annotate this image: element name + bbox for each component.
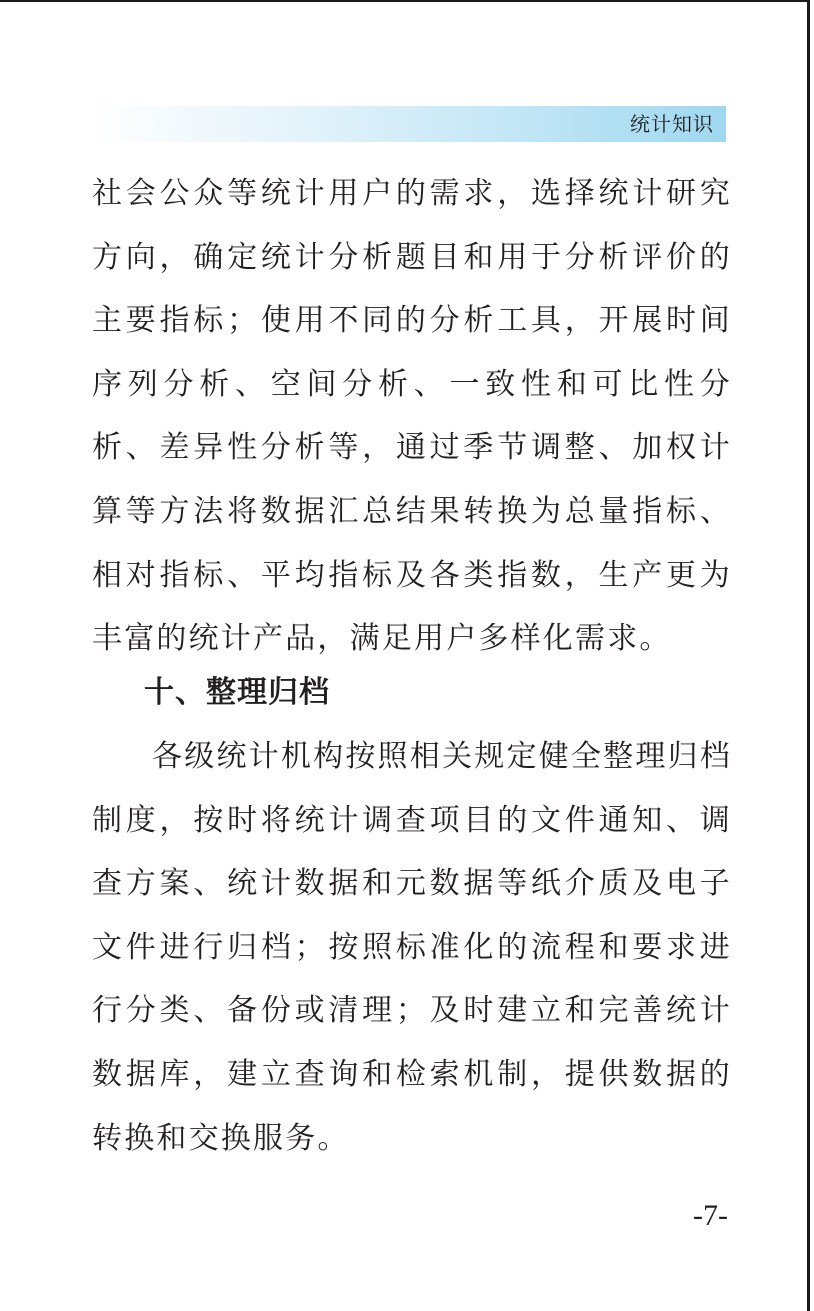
body-paragraph-1: 社会公众等统计用户的需求，选择统计研究方向，确定统计分析题目和用于分析评价的主要指标；使用不同的分析工具，开展时间序列分析、空间分析、一致性和可比性分析、差异性分析等，通过季节调整、加权计算等方法将数据汇总结果转换为总量指标、相对指标、平均指标及各类指数，生产更为丰富的统计产品，满足用户多样化需求。 <box>92 176 732 657</box>
body-paragraph-2: 各级统计机构按照相关规定健全整理归档制度，按时将统计调查项目的文件通知、调查方案、统计数据和元数据等纸介质及电子文件进行归档；按照标准化的流程和要求进行分类、备份或清理；及时建立和完善统计数据库，建立查询和检索机制，提供数据的转换和交换服务。 <box>92 739 732 1156</box>
page-number: -7- <box>693 1199 728 1232</box>
running-header-label: 统计知识 <box>630 112 714 136</box>
running-header-band <box>92 106 726 142</box>
section-heading: 十、整理归档 <box>144 675 330 710</box>
